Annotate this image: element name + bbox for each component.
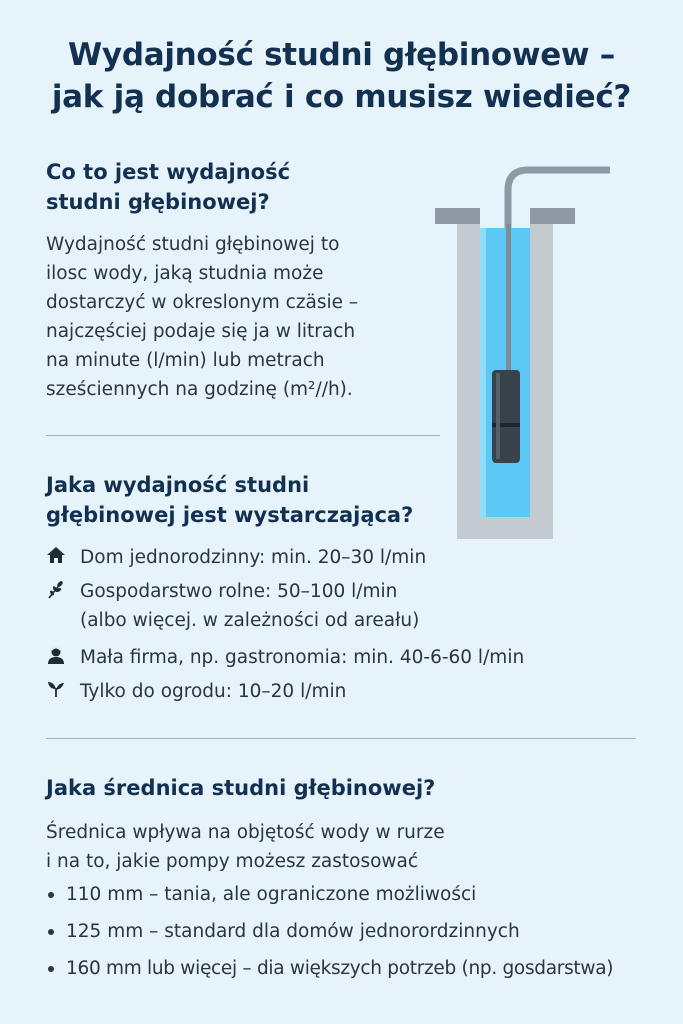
section-3-intro — [46, 818, 445, 876]
casing-wall-right — [530, 224, 553, 539]
paragraph-line: Wydajność studni głębinowej to — [46, 234, 340, 255]
bullet-text: 125 mm – standard dla domów jednorordzinnych — [66, 921, 520, 942]
divider-2 — [46, 738, 636, 739]
paragraph-line: dostarczyć w okreslonym czäsie – — [46, 292, 359, 313]
pump-highlight — [496, 373, 500, 459]
list-item-text: (albo więcej. w zależności od areału) — [80, 610, 420, 631]
section-2-heading-line-2: głębinowej jest wystarczająca? — [46, 503, 414, 527]
well-illustration — [430, 165, 610, 545]
section-3-heading: Jaka średnica studni głębinowej? — [46, 776, 436, 800]
riser-pipe — [506, 224, 511, 374]
list-item-text: Gospodarstwo rolne: 50–100 l/min — [80, 581, 398, 602]
casing-bottom — [457, 517, 553, 539]
page-title — [30, 34, 653, 118]
sprout-icon — [46, 679, 66, 699]
intro-line: Średnica wpływa na objętość wody w rurze — [46, 822, 445, 843]
list-item-text: Tylko do ogrodu: 10–20 l/min — [80, 681, 347, 702]
list-item-text: Mała firma, np. gastronomia: min. 40-6-60 l/min — [80, 647, 525, 668]
bullet-dot — [48, 966, 54, 972]
section-1-paragraph — [46, 230, 358, 404]
water-highlight — [480, 228, 486, 517]
bullet-dot — [48, 929, 54, 935]
intro-line: i na to, jakie pompy możesz zastosować — [46, 851, 419, 872]
bullet-text: 160 mm lub więcej – dia większych potrzeb (np. gosdarstwa) — [66, 958, 614, 979]
list-item-text: Dom jednorodzinny: min. 20–30 l/min — [80, 547, 427, 568]
bullet-text: 110 mm – tania, ale ograniczone możliwości — [66, 884, 477, 905]
paragraph-line: najczęściej podaje się ja w litrach — [46, 321, 356, 342]
title-line-1: Wydajność studni głębinowew – — [68, 37, 615, 73]
section-2-heading — [46, 470, 413, 530]
house-icon — [46, 545, 66, 565]
well-cap-left — [435, 208, 480, 224]
wheat-icon — [46, 579, 66, 599]
casing-wall-left — [457, 224, 480, 539]
well-cap-right — [530, 208, 575, 224]
section-1-heading-line-1: Co to jest wydajność — [46, 160, 291, 184]
paragraph-line: sześciennych na godzinę (m²//h). — [46, 379, 353, 400]
person-icon — [46, 645, 66, 665]
paragraph-line: ilosc wody, jaką studnia może — [46, 263, 324, 284]
section-2-heading-line-1: Jaka wydajność studni — [46, 473, 310, 497]
section-1-heading — [46, 157, 290, 217]
bullet-dot — [48, 892, 54, 898]
section-1-heading-line-2: studni głębinowej? — [46, 190, 270, 214]
divider-1 — [46, 435, 440, 436]
paragraph-line: na minute (l/min) lub metrach — [46, 350, 325, 371]
title-line-2: jak ją dobrać i co musisz wiedieć? — [51, 79, 632, 115]
